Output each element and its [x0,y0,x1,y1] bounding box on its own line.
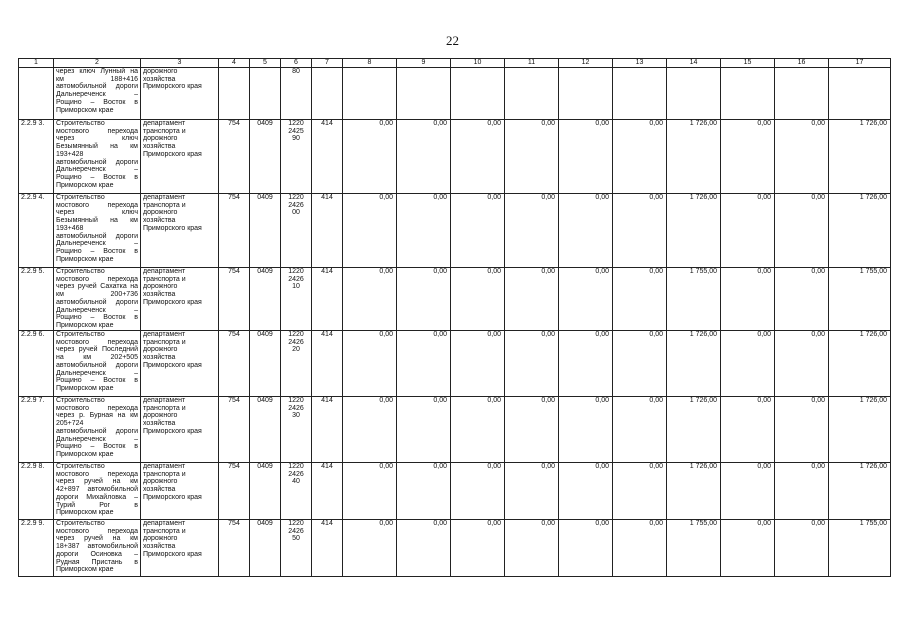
target-article-line: 50 [292,535,300,543]
amount-cell-col-8: 0,00 [343,194,397,268]
target-article-cell [281,520,312,577]
row-number-cell: 2.2.9 6. [19,331,54,397]
amount-cell-col-15: 0,00 [721,463,775,520]
responsible-cell [141,397,219,463]
responsible-line: дорожного [143,135,178,143]
table-row [19,194,891,268]
target-article-line: 2426 [288,201,304,209]
row-number-cell: 2.2.9 3. [19,120,54,194]
amount-cell-col-16: 0,00 [775,397,829,463]
amount-cell-col-17: 1 726,00 [829,463,891,520]
amount-cell-col-10: 0,00 [451,397,505,463]
object-name-line: км 200+736 [56,291,138,299]
table-row [19,68,891,120]
responsible-line: хозяйства [143,486,176,494]
column-number-8: 8 [343,59,397,68]
amount-cell-col-12: 0,00 [559,268,613,331]
responsible-line: Приморского края [143,298,202,306]
amount-cell-col-9: 0,00 [397,397,451,463]
row-number-cell [19,68,54,120]
responsible-line: Приморского края [143,493,202,501]
column-number-1: 1 [19,59,54,68]
responsible-line: департамент [143,397,186,404]
object-name-line: Дальнереченск – [56,435,138,443]
amount-cell-col-17: 1 755,00 [829,520,891,577]
responsible-line: транспорта и [143,201,186,209]
section-code-cell: 0409 [250,268,281,331]
ministry-code-cell: 754 [219,268,250,331]
object-name-line: Строительство [56,268,105,275]
amount-cell-col-12: 0,00 [559,331,613,397]
object-name-cell [54,397,141,463]
amount-cell-col-14: 1 726,00 [667,331,721,397]
column-number-12: 12 [559,59,613,68]
amount-cell-col-10: 0,00 [451,194,505,268]
expense-type-cell: 414 [312,268,343,331]
amount-cell-col-12: 0,00 [559,194,613,268]
responsible-line: департамент [143,520,186,527]
amount-cell-col-15: 0,00 [721,397,775,463]
amount-cell-col-16: 0,00 [775,194,829,268]
amount-cell-col-17: 1 726,00 [829,397,891,463]
responsible-line: хозяйства [143,291,176,299]
amount-cell-col-13: 0,00 [613,268,667,331]
target-article-line: 00 [292,209,300,217]
target-article-cell [281,397,312,463]
target-article-line: 1220 [288,463,304,470]
amount-cell-col-9: 0,00 [397,520,451,577]
responsible-cell [141,68,219,120]
expense-type-cell: 414 [312,397,343,463]
amount-cell-col-17: 1 755,00 [829,268,891,331]
row-number-cell: 2.2.9 7. [19,397,54,463]
object-name-line: Дальнереченск – [56,240,138,248]
column-number-17: 17 [829,59,891,68]
amount-cell-col-13: 0,00 [613,397,667,463]
object-name-line: Турий Рог в [56,501,138,509]
object-name-line: Приморском крае [56,509,114,517]
amount-cell-col-15: 0,00 [721,194,775,268]
ministry-code-cell: 754 [219,331,250,397]
section-code-cell: 0409 [250,520,281,577]
target-article-line: 2426 [288,527,304,535]
responsible-line: хозяйства [143,354,176,362]
section-code-cell: 0409 [250,120,281,194]
object-name-line: Приморском крае [56,181,114,189]
object-name-line: через р. Бурная на км [56,412,138,420]
responsible-line: Приморского края [143,83,202,91]
responsible-cell [141,194,219,268]
budget-table [18,58,891,577]
object-name-cell [54,120,141,194]
amount-cell-col-16: 0,00 [775,120,829,194]
object-name-cell [54,463,141,520]
responsible-line: дорожного [143,478,178,486]
amount-cell-col-10: 0,00 [451,331,505,397]
responsible-line: Приморского края [143,150,202,158]
column-number-13: 13 [613,59,667,68]
amount-cell-col-16: 0,00 [775,331,829,397]
responsible-line: дорожного [143,346,178,354]
target-article-line: 20 [292,346,300,354]
responsible-line: транспорта и [143,338,186,346]
responsible-line: департамент [143,331,186,338]
object-name-line: мостового перехода [56,338,138,346]
header-row [19,59,891,68]
amount-cell-col-10: 0,00 [451,120,505,194]
object-name-line: автомобильной дороги [56,298,138,306]
responsible-cell [141,331,219,397]
target-article-line: 1220 [288,120,304,127]
amount-cell-col-11: 0,00 [505,194,559,268]
amount-cell-col-16: 0,00 [775,268,829,331]
amount-cell-col-8: 0,00 [343,268,397,331]
target-article-line: 40 [292,478,300,486]
amount-cell-col-8: 0,00 [343,397,397,463]
object-name-line: через ключ [56,209,138,217]
expense-type-cell: 414 [312,194,343,268]
object-name-line: дороги Осиновка – [56,550,138,558]
amount-cell-col-15: 0,00 [721,331,775,397]
column-number-6: 6 [281,59,312,68]
object-name-line: Строительство [56,120,105,127]
responsible-line: департамент [143,120,186,127]
amount-cell-col-13: 0,00 [613,463,667,520]
target-article-line: 30 [292,412,300,420]
amount-cell-col-8: 0,00 [343,520,397,577]
amount-cell-col-9: 0,00 [397,463,451,520]
object-name-line: Приморском крае [56,384,114,392]
object-name-line: км 188+416 [56,75,138,83]
object-name-line: 193+468 [56,224,84,232]
amount-cell-col-11: 0,00 [505,397,559,463]
object-name-line: Безымянный на км [56,217,138,225]
object-name-cell [54,194,141,268]
amount-cell-col-9: 0,00 [397,194,451,268]
amount-cell-col-10: 0,00 [451,463,505,520]
responsible-line: транспорта и [143,470,186,478]
target-article-line: 1220 [288,331,304,338]
target-article-line: 90 [292,135,300,143]
amount-cell-col-14: 1 755,00 [667,268,721,331]
object-name-line: через ключ [56,135,138,143]
responsible-line: транспорта и [143,404,186,412]
amount-cell-col-16: 0,00 [775,463,829,520]
object-name-line: автомобильной дороги [56,158,138,166]
column-number-14: 14 [667,59,721,68]
target-article-line: 1220 [288,520,304,527]
target-article-line: 2426 [288,404,304,412]
target-article-line: 2426 [288,275,304,283]
amount-cell-col-13: 0,00 [613,120,667,194]
object-name-line: через ключ Лунный на [56,68,138,75]
object-name-line: Строительство [56,331,105,338]
amount-cell-col-13: 0,00 [613,331,667,397]
target-article-cell [281,120,312,194]
amount-cell-col-12: 0,00 [559,120,613,194]
responsible-line: департамент [143,463,186,470]
object-name-line: Безымянный на км [56,143,138,151]
object-name-line: Рощино – Восток в [56,173,138,181]
object-name-line: через ручей на км [56,478,138,486]
responsible-cell [141,268,219,331]
amount-cell-col-11: 0,00 [505,268,559,331]
object-name-cell [54,331,141,397]
object-name-line: Строительство [56,520,105,527]
amount-cell-col-11: 0,00 [505,331,559,397]
amount-cell-col-14: 1 726,00 [667,194,721,268]
object-name-line: Приморском крае [56,450,114,458]
object-name-line: Строительство [56,194,105,201]
section-code-cell: 0409 [250,331,281,397]
amount-cell-col-11: 0,00 [505,520,559,577]
object-name-line: Приморском крае [56,566,114,574]
table-row [19,120,891,194]
object-name-line: 18+387 автомобильной [56,543,138,551]
column-number-9: 9 [397,59,451,68]
table-row [19,331,891,397]
amount-cell-col-12: 0,00 [559,463,613,520]
amount-cell-col-10 [451,68,505,120]
responsible-line: транспорта и [143,275,186,283]
column-number-15: 15 [721,59,775,68]
object-name-line: Дальнереченск – [56,306,138,314]
expense-type-cell: 414 [312,520,343,577]
ministry-code-cell [219,68,250,120]
amount-cell-col-8: 0,00 [343,463,397,520]
amount-cell-col-8 [343,68,397,120]
object-name-line: дороги Михайловка – [56,493,138,501]
amount-cell-col-17 [829,68,891,120]
amount-cell-col-17: 1 726,00 [829,331,891,397]
object-name-line: мостового перехода [56,201,138,209]
section-code-cell [250,68,281,120]
expense-type-cell [312,68,343,120]
object-name-line: автомобильной дороги [56,232,138,240]
responsible-line: Приморского края [143,550,202,558]
object-name-cell [54,520,141,577]
object-name-line: Дальнереченск – [56,91,138,99]
expense-type-cell: 414 [312,331,343,397]
responsible-line: транспорта и [143,527,186,535]
object-name-line: мостового перехода [56,527,138,535]
amount-cell-col-9 [397,68,451,120]
amount-cell-col-12: 0,00 [559,397,613,463]
amount-cell-col-11: 0,00 [505,120,559,194]
amount-cell-col-13: 0,00 [613,194,667,268]
responsible-line: хозяйства [143,217,176,225]
object-name-line: Строительство [56,463,105,470]
column-number-7: 7 [312,59,343,68]
column-number-10: 10 [451,59,505,68]
object-name-line: через ручей Последний [56,346,138,354]
object-name-cell [54,268,141,331]
amount-cell-col-9: 0,00 [397,120,451,194]
target-article-line: 2425 [288,127,304,135]
amount-cell-col-14: 1 726,00 [667,463,721,520]
target-article-line: 10 [292,283,300,291]
target-article-line: 2426 [288,338,304,346]
section-code-cell: 0409 [250,194,281,268]
responsible-line: Приморского края [143,427,202,435]
responsible-line: дорожного [143,68,178,75]
column-number-16: 16 [775,59,829,68]
row-number-cell: 2.2.9 8. [19,463,54,520]
column-number-4: 4 [219,59,250,68]
ministry-code-cell: 754 [219,463,250,520]
amount-cell-col-14 [667,68,721,120]
target-article-line: 2426 [288,470,304,478]
object-name-line: автомобильной дороги [56,427,138,435]
amount-cell-col-14: 1 755,00 [667,520,721,577]
responsible-line: дорожного [143,209,178,217]
target-article-cell [281,463,312,520]
responsible-cell [141,463,219,520]
column-number-5: 5 [250,59,281,68]
amount-cell-col-15: 0,00 [721,120,775,194]
object-name-line: на км 202+505 [56,354,138,362]
responsible-line: дорожного [143,535,178,543]
object-name-line: Приморском крае [56,255,114,263]
object-name-line: Приморском крае [56,106,114,114]
object-name-line: мостового перехода [56,275,138,283]
table-row [19,268,891,331]
amount-cell-col-9: 0,00 [397,268,451,331]
responsible-line: Приморского края [143,361,202,369]
responsible-cell [141,520,219,577]
amount-cell-col-13 [613,68,667,120]
column-number-11: 11 [505,59,559,68]
column-number-3: 3 [141,59,219,68]
object-name-line: Рощино – Восток в [56,377,138,385]
target-article-line: 1220 [288,397,304,404]
object-name-line: Рощино – Восток в [56,247,138,255]
object-name-line: автомобильной дороги [56,83,138,91]
amount-cell-col-8: 0,00 [343,120,397,194]
object-name-line: через ручей Сахатка на [56,283,138,291]
object-name-line: автомобильной дороги [56,361,138,369]
responsible-line: Приморского края [143,224,202,232]
responsible-line: хозяйства [143,75,176,83]
expense-type-cell: 414 [312,463,343,520]
amount-cell-col-9: 0,00 [397,331,451,397]
object-name-line: мостового перехода [56,470,138,478]
row-number-cell: 2.2.9 9. [19,520,54,577]
ministry-code-cell: 754 [219,520,250,577]
amount-cell-col-14: 1 726,00 [667,120,721,194]
object-name-line: 193+428 [56,150,84,158]
table-row [19,463,891,520]
ministry-code-cell: 754 [219,194,250,268]
responsible-line: департамент [143,268,186,275]
section-code-cell: 0409 [250,397,281,463]
responsible-line: хозяйства [143,420,176,428]
amount-cell-col-10: 0,00 [451,268,505,331]
expense-type-cell: 414 [312,120,343,194]
ministry-code-cell: 754 [219,397,250,463]
amount-cell-col-14: 1 726,00 [667,397,721,463]
target-article-cell [281,268,312,331]
responsible-line: хозяйства [143,543,176,551]
object-name-cell [54,68,141,120]
amount-cell-col-10: 0,00 [451,520,505,577]
object-name-line: Рощино – Восток в [56,314,138,322]
target-article-line: 1220 [288,194,304,201]
amount-cell-col-11: 0,00 [505,463,559,520]
object-name-line: Рощино – Восток в [56,98,138,106]
amount-cell-col-8: 0,00 [343,331,397,397]
target-article-cell [281,194,312,268]
amount-cell-col-17: 1 726,00 [829,194,891,268]
target-article-line: 80 [292,68,300,75]
responsible-line: транспорта и [143,127,186,135]
amount-cell-col-15: 0,00 [721,520,775,577]
object-name-line: мостового перехода [56,404,138,412]
row-number-cell: 2.2.9 5. [19,268,54,331]
amount-cell-col-15 [721,68,775,120]
amount-cell-col-17: 1 726,00 [829,120,891,194]
object-name-line: 42+897 автомобильной [56,486,138,494]
responsible-line: дорожного [143,283,178,291]
object-name-line: Дальнереченск – [56,369,138,377]
object-name-line: Рудная Пристань в [56,558,138,566]
object-name-line: Дальнереченск – [56,166,138,174]
amount-cell-col-12: 0,00 [559,520,613,577]
object-name-line: 205+724 [56,420,84,428]
object-name-line: через ручей на км [56,535,138,543]
responsible-line: хозяйства [143,143,176,151]
target-article-cell [281,68,312,120]
object-name-line: Строительство [56,397,105,404]
target-article-line: 1220 [288,268,304,275]
amount-cell-col-16 [775,68,829,120]
table-row [19,520,891,577]
responsible-line: дорожного [143,412,178,420]
section-code-cell: 0409 [250,463,281,520]
target-article-cell [281,331,312,397]
amount-cell-col-11 [505,68,559,120]
row-number-cell: 2.2.9 4. [19,194,54,268]
ministry-code-cell: 754 [219,120,250,194]
responsible-cell [141,120,219,194]
column-number-2: 2 [54,59,141,68]
responsible-line: департамент [143,194,186,201]
object-name-line: Приморском крае [56,321,114,329]
amount-cell-col-12 [559,68,613,120]
amount-cell-col-13: 0,00 [613,520,667,577]
amount-cell-col-15: 0,00 [721,268,775,331]
table-row [19,397,891,463]
page-number: 22 [446,33,459,48]
amount-cell-col-16: 0,00 [775,520,829,577]
object-name-line: Рощино – Восток в [56,443,138,451]
object-name-line: мостового перехода [56,127,138,135]
